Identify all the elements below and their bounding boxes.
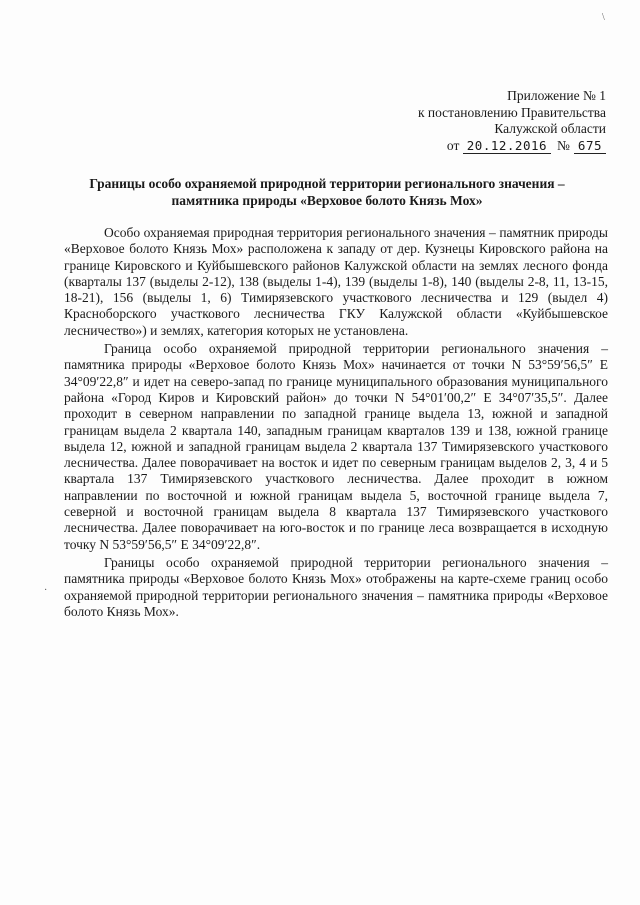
- annex-resolution-line: к постановлению Правительства: [417, 104, 606, 120]
- annex-number: 675: [574, 138, 606, 154]
- annex-date-number-line: [346, 138, 606, 155]
- paragraph-location: Особо охраняемая природная территория регионального значения – памятник природы «Верховое болото Князь Мох» расположена к западу от дер. Кузнецы Кировского района на границе Кировского и Куйбышевского районов Калужской области на землях лесного фонда (кварталы 137 (выделы 2-12), 138 (выделы 1-4), 139 (выделы 1-8), 140 (выделы 2-8, 11, 13-15, 18-21), 156 (выделы 1, 6) Тимирязевского участкового лесничества и 129 (выдел 4) Красноборского участкового лесничества ГКУ Калужской области «Куйбышевское лесничество») и землях, категория которых не установлена.: [64, 225, 608, 338]
- title-line-2: памятника природы «Верховое болото Князь Мох»: [171, 192, 483, 208]
- annex-from-label: от: [446, 137, 460, 153]
- title-line-1: Границы особо охраняемой природной территории регионального значения –: [89, 176, 565, 191]
- annex-region-line: Калужской области: [494, 121, 606, 136]
- document-title: [62, 176, 592, 209]
- annex-number-label: №: [557, 137, 570, 153]
- paragraph-map-reference: Границы особо охраняемой природной территории регионального значения – памятника природы «Верховое болото Князь Мох» отображены на карте-схеме границ особо охраняемой природной территории регионального значения – памятника природы «Верховое болото Князь Мох».: [64, 554, 608, 619]
- scan-corner-mark: \: [602, 12, 605, 23]
- annex-header: [346, 88, 606, 154]
- margin-mark: ·: [44, 585, 48, 596]
- annex-date: 20.12.2016: [463, 138, 551, 154]
- paragraph-boundary-description: Граница особо охраняемой природной территории регионального значения – памятника природы «Верховое болото Князь Мох» начинается от точки N 53°59′56,5″ Е 34°09′22,8″ и идет на северо-запад по границе муниципального образования муниципального района «Город Киров и Кировский район» до точки N 54°01′00,2″ Е 34°07′35,5″. Далее проходит в северном направлении по западной границе выдела 13, южной и западной границам выдела 2 квартала 140, западным границам кварталов 139 и 138, южной границе выдела 12, южной и западной границам выдела 2 квартала 137 Тимирязевского участкового лесничества. Далее поворачивает на восток и идет по северным границам выделов 2, 3, 4 и 5 квартала 137 Тимирязевского участкового лесничества. Далее проходит в южном направлении по восточной и южной границам выдела 5, восточной границе выдела 7, северной и восточной границам выдела 8 квартала 137 Тимирязевского участкового лесничества. Далее поворачивает на юго-восток и по границе леса возвращается в исходную точку N 53°59′56,5″ Е 34°09′22,8″.: [64, 341, 608, 552]
- annex-number-line: Приложение № 1: [507, 88, 606, 103]
- document-body: [64, 225, 608, 622]
